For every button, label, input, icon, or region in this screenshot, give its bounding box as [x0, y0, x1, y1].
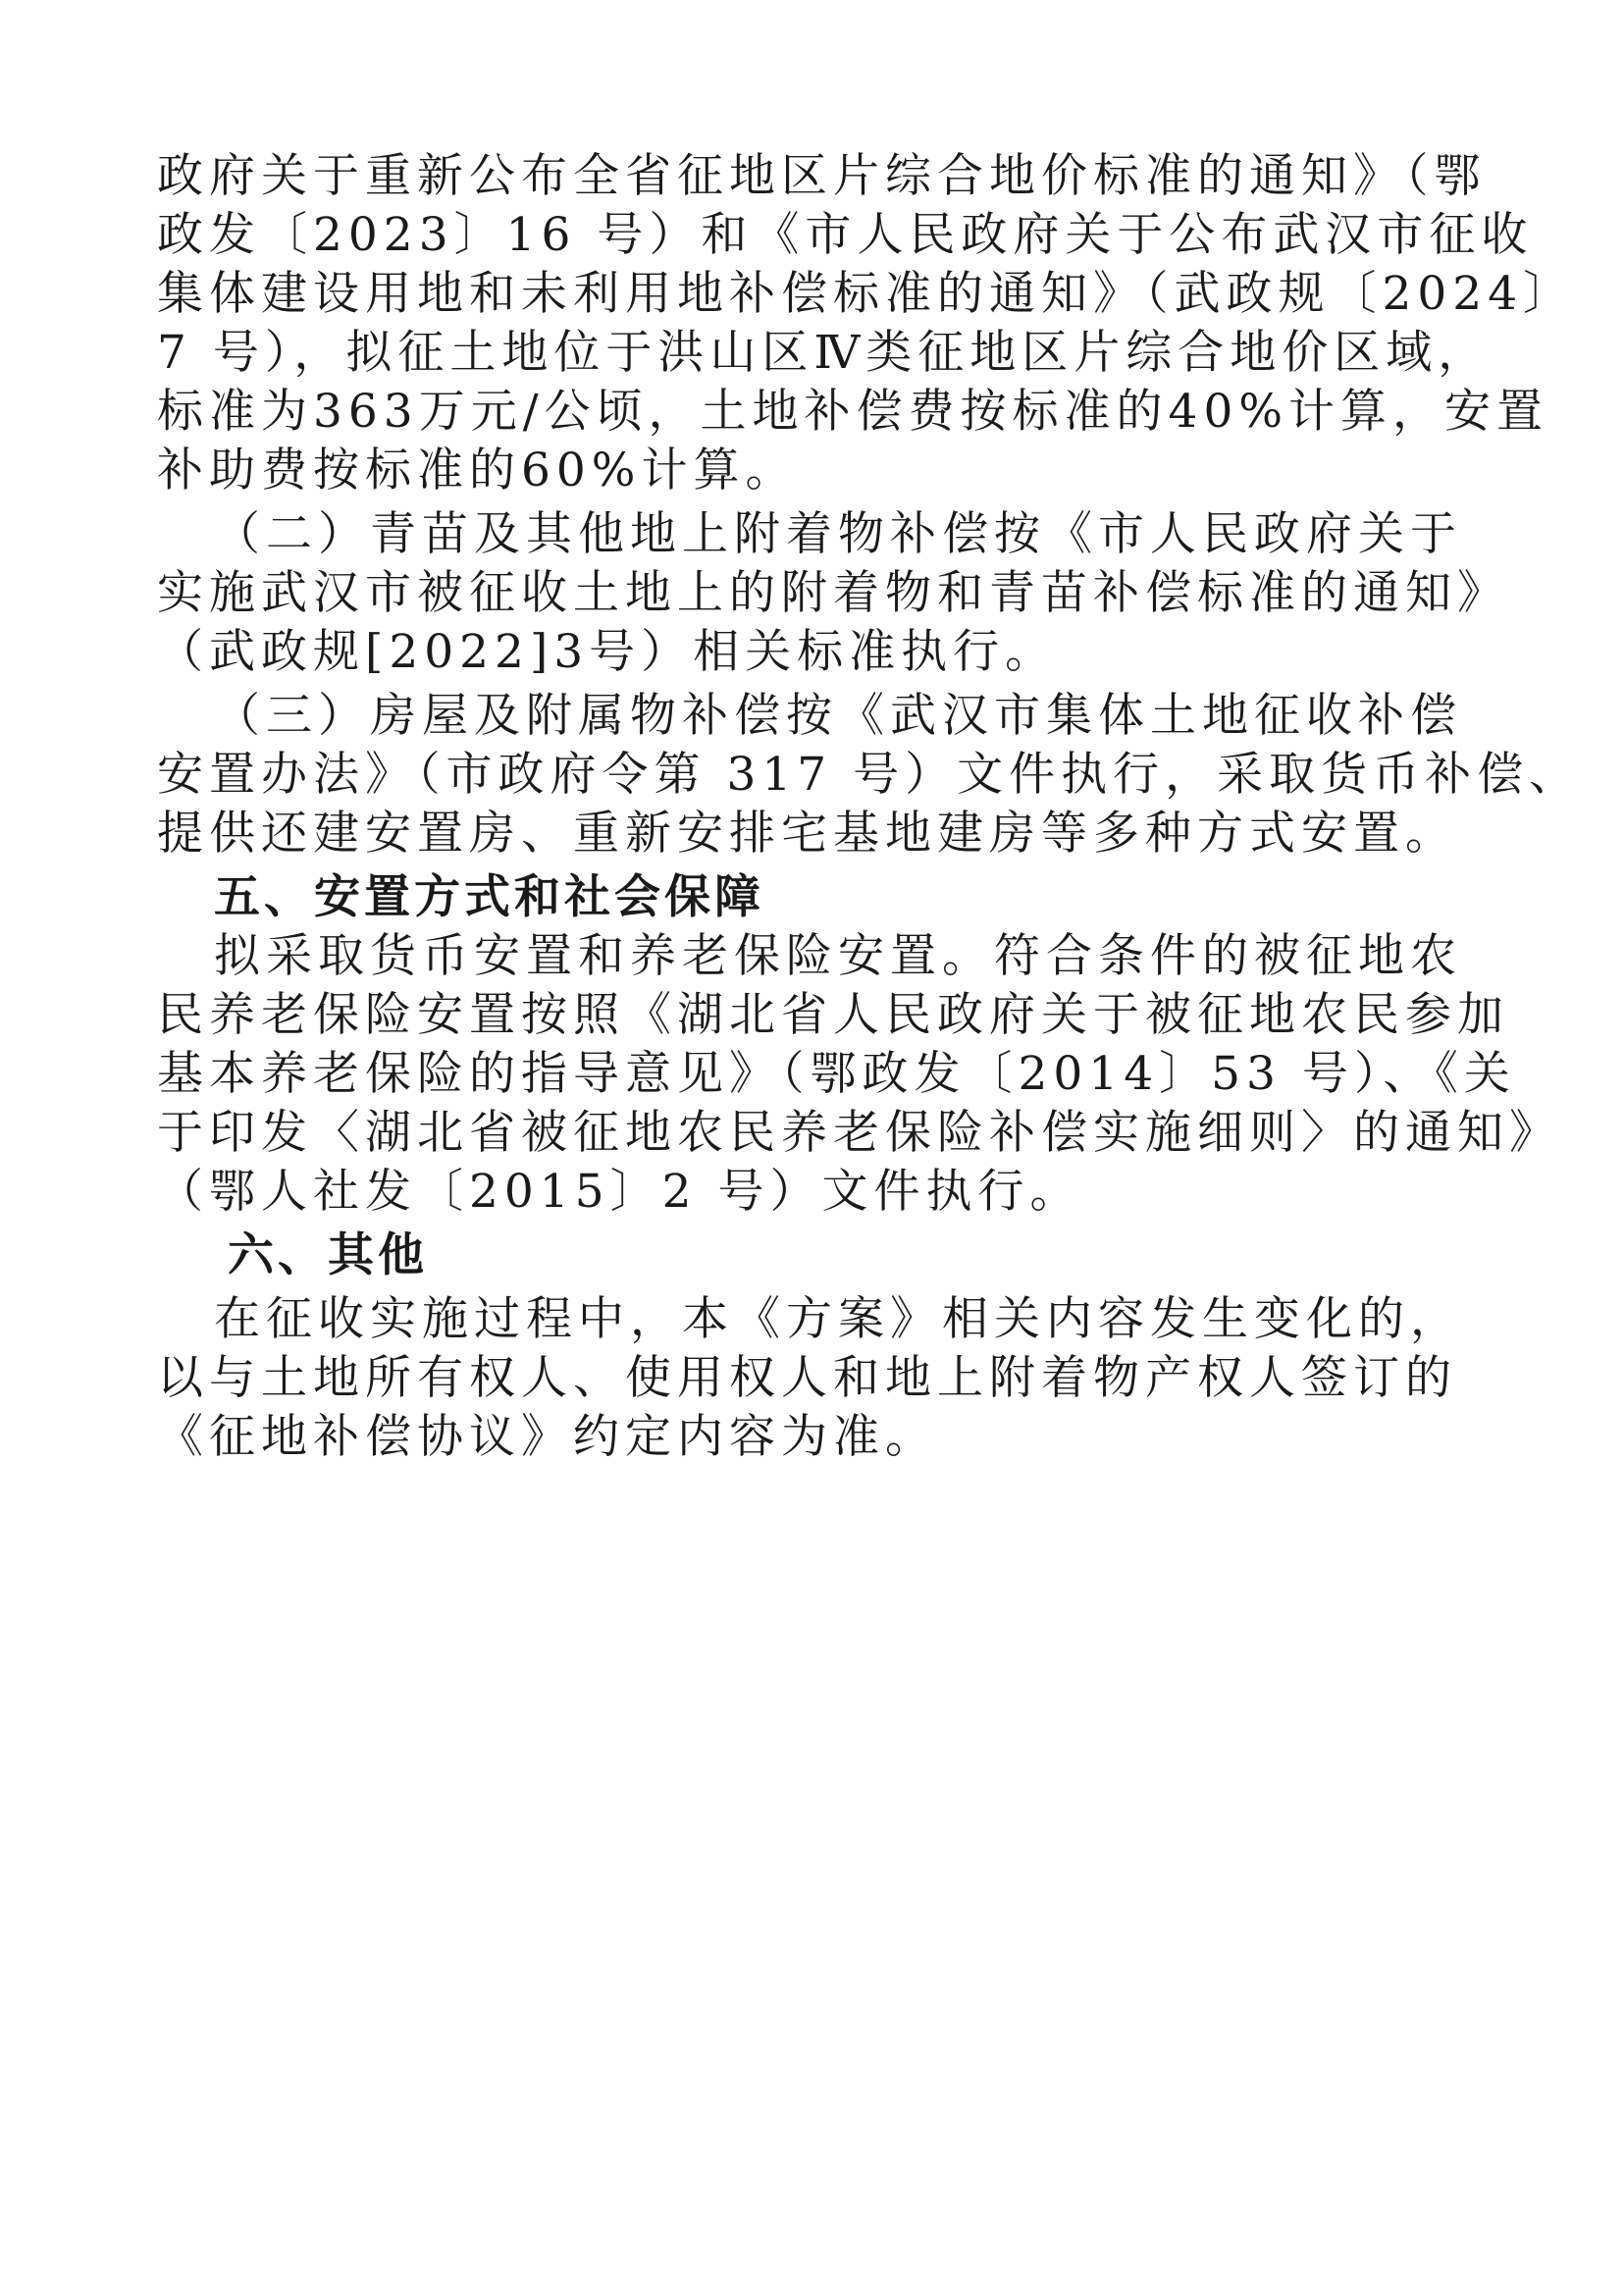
paragraph-line: 补助费按标准的60%计算。 — [157, 444, 798, 497]
paragraph-line: （鄂人社发〔2015〕2 号）文件执行。 — [157, 1165, 1082, 1219]
paragraph-line: 《征地补偿协议》约定内容为准。 — [157, 1410, 937, 1464]
paragraph-line: 基本养老保险的指导意见》（鄂政发〔2014〕53 号）、《关 — [157, 1047, 1516, 1101]
paragraph-line: 7 号），拟征土地位于洪山区Ⅳ类征地区片综合地价区域， — [157, 326, 1491, 380]
paragraph-line: 实施武汉市被征收土地上的附着物和青苗补偿标准的通知》 — [157, 566, 1509, 620]
paragraph-line: 安置办法》（市政府令第 317 号）文件执行，采取货币补偿、 — [157, 748, 1582, 802]
paragraph-line: （二）青苗及其他地上附着物补偿按《市人民政府关于 — [214, 507, 1462, 561]
paragraph-line: 政发〔2023〕16 号）和《市人民政府关于公布武汉市征收 — [157, 208, 1534, 262]
paragraph-line: 集体建设用地和未利用地补偿标准的通知》（武政规〔2024〕 — [157, 267, 1576, 321]
paragraph-line: 政府关于重新公布全省征地区片综合地价标准的通知》（鄂 — [157, 149, 1487, 203]
section-heading: 六、其他 — [228, 1228, 428, 1282]
paragraph-line: 于印发〈湖北省被征地农民养老保险补偿实施细则〉的通知》 — [157, 1106, 1561, 1160]
section-heading: 五、安置方式和社会保障 — [214, 870, 764, 924]
paragraph-line: 标准为363万元/公顷，土地补偿费按标准的40%计算，安置 — [157, 385, 1549, 439]
paragraph-line: 民养老保险安置按照《湖北省人民政府关于被征地农民参加 — [157, 988, 1509, 1042]
paragraph-line: （三）房屋及附属物补偿按《武汉市集体土地征收补偿 — [214, 689, 1462, 743]
paragraph-line: 在征收实施过程中，本《方案》相关内容发生变化的， — [214, 1292, 1462, 1346]
paragraph-line: 拟采取货币安置和养老保险安置。符合条件的被征地农 — [214, 929, 1462, 983]
paragraph-line: 以与土地所有权人、使用权人和地上附着物产权人签订的 — [157, 1351, 1457, 1405]
paragraph-line: （武政规[2022]3号）相关标准执行。 — [157, 625, 1058, 679]
paragraph-line: 提供还建安置房、重新安排宅基地建房等多种方式安置。 — [157, 807, 1457, 861]
